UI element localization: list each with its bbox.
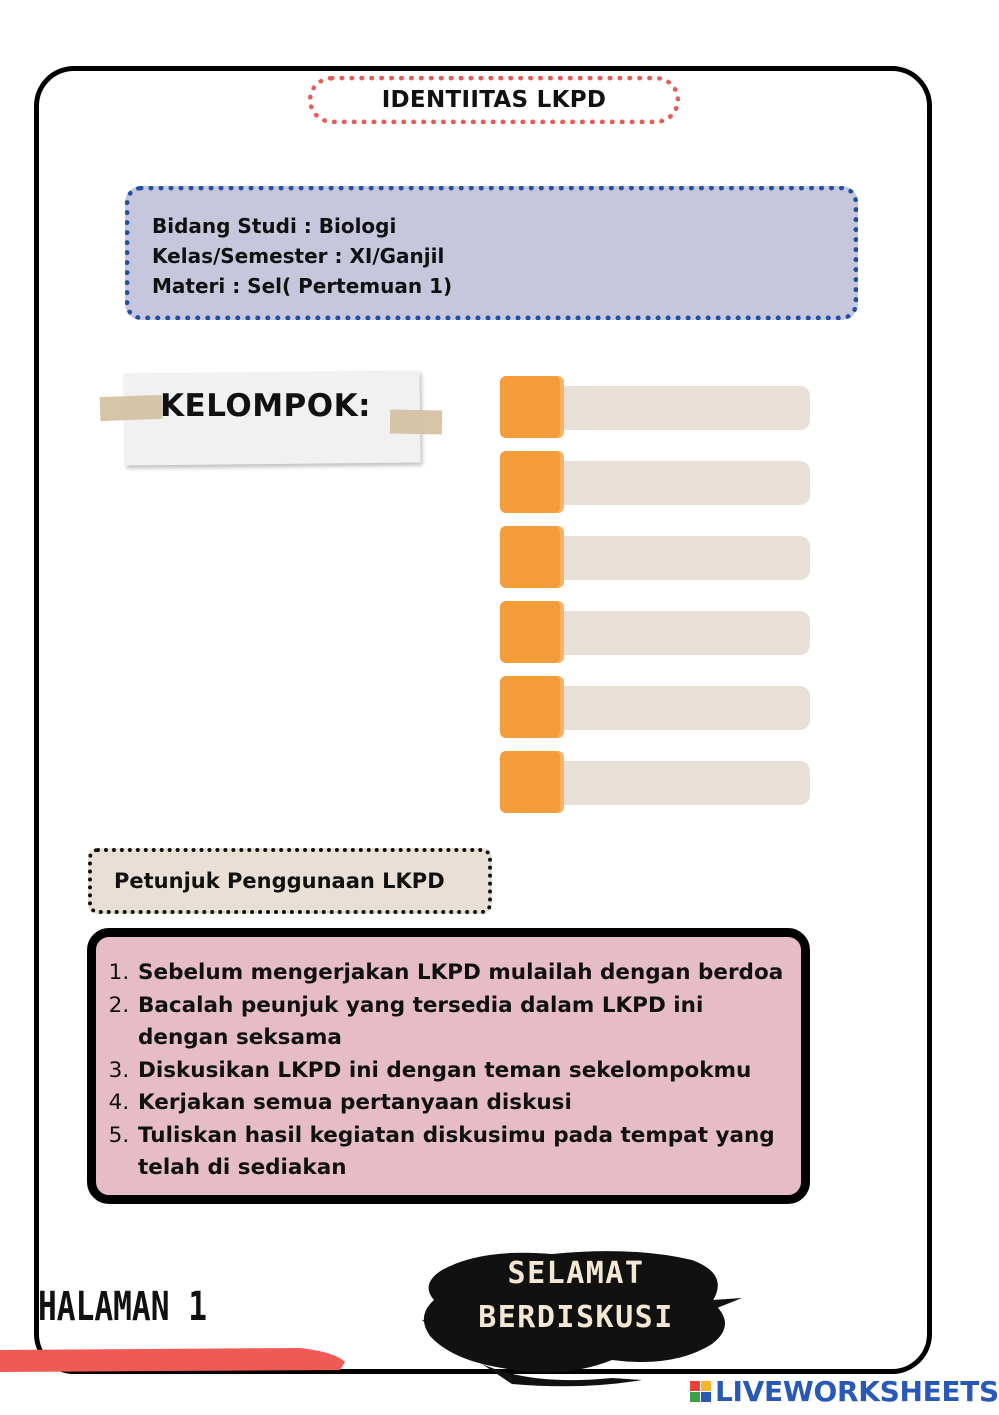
guide-item: 3. Diskusikan LKPD ini dengan teman sekelompokmu bbox=[136, 1055, 787, 1088]
guide-box bbox=[87, 928, 810, 1204]
member-input-5[interactable] bbox=[540, 686, 810, 730]
member-input-1[interactable] bbox=[540, 386, 810, 430]
member-tab-4 bbox=[500, 601, 560, 663]
subject-line: Bidang Studi : Biologi bbox=[152, 214, 397, 238]
greeting-line-2: BERDISKUSI bbox=[478, 1300, 674, 1335]
member-input-3[interactable] bbox=[540, 536, 810, 580]
member-slot-4[interactable] bbox=[500, 601, 810, 661]
material-line: Materi : Sel( Pertemuan 1) bbox=[152, 274, 453, 298]
member-slot-3[interactable] bbox=[500, 526, 810, 586]
member-tab-2 bbox=[500, 451, 560, 513]
member-slot-6[interactable] bbox=[500, 751, 810, 811]
logo-blocks-icon bbox=[690, 1381, 711, 1402]
greeting-text bbox=[456, 1252, 696, 1340]
member-tab-1 bbox=[500, 376, 560, 438]
member-tab-3 bbox=[500, 526, 560, 588]
member-slot-1[interactable] bbox=[500, 376, 810, 436]
member-tab-6 bbox=[500, 751, 560, 813]
group-member-list bbox=[500, 376, 810, 826]
guide-item: 4. Kerjakan semua pertanyaan diskusi bbox=[136, 1087, 787, 1120]
class-semester-line: Kelas/Semester : XI/Ganjil bbox=[152, 244, 445, 268]
member-slot-2[interactable] bbox=[500, 451, 810, 511]
identity-box bbox=[125, 186, 858, 320]
guide-item: 5. Tuliskan hasil kegiatan diskusimu pada tempat yang telah di sediakan bbox=[136, 1120, 787, 1185]
guide-item: 2. Bacalah peunjuk yang tersedia dalam LKPD ini dengan seksama bbox=[136, 990, 787, 1055]
red-brush-stroke bbox=[0, 1344, 350, 1374]
member-input-6[interactable] bbox=[540, 761, 810, 805]
page-title: IDENTIITAS LKPD bbox=[308, 76, 680, 124]
page-number: HALAMAN 1 bbox=[38, 1284, 208, 1330]
guide-item: 1. Sebelum mengerjakan LKPD mulailah dengan berdoa bbox=[136, 957, 787, 990]
guide-list bbox=[106, 957, 787, 1185]
greeting-line-1: SELAMAT bbox=[507, 1256, 645, 1291]
member-tab-5 bbox=[500, 676, 560, 738]
member-input-4[interactable] bbox=[540, 611, 810, 655]
liveworksheets-logo[interactable] bbox=[690, 1376, 999, 1406]
guide-heading: Petunjuk Penggunaan LKPD bbox=[88, 848, 492, 914]
brand-name: LIVEWORKSHEETS bbox=[715, 1374, 999, 1408]
tape-left bbox=[100, 395, 163, 421]
member-input-2[interactable] bbox=[540, 461, 810, 505]
group-label: KELOMPOK: bbox=[160, 388, 372, 424]
tape-right bbox=[390, 410, 442, 435]
member-slot-5[interactable] bbox=[500, 676, 810, 736]
